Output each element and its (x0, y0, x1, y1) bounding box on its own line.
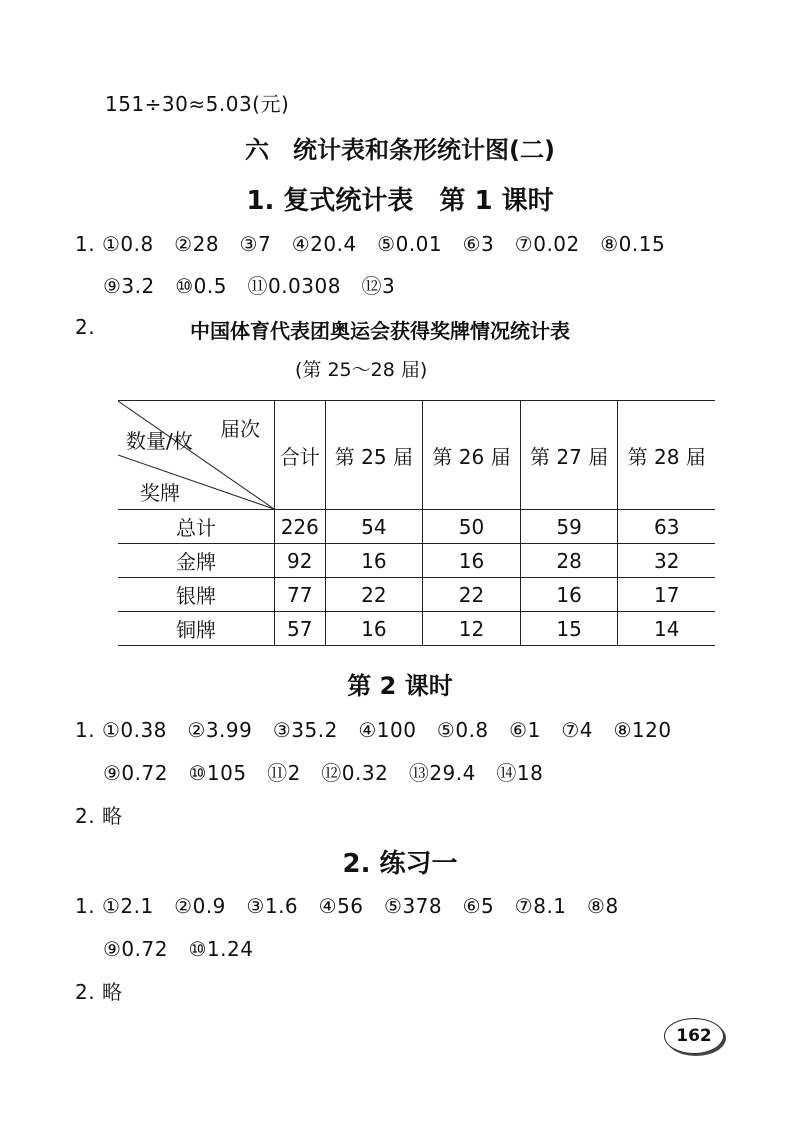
corner-label-quantity: 数量/枚 (126, 429, 193, 453)
table-cell: 15 (520, 612, 618, 646)
column-header: 第 27 届 (520, 401, 618, 510)
table-row (118, 510, 715, 544)
table-cell: 226 (275, 510, 326, 544)
section-2-title: 2. 练习一 (342, 849, 458, 879)
table-cell: 14 (618, 612, 715, 646)
table-cell: 28 (520, 544, 618, 578)
s2-q1-line2: ⑨0.72 ⑩1.24 (103, 937, 254, 961)
row-label: 银牌 (118, 578, 275, 612)
table-cell: 77 (275, 578, 326, 612)
row-label: 铜牌 (118, 612, 275, 646)
page-number: 162 (664, 1018, 724, 1054)
table-row (118, 578, 715, 612)
row-label: 金牌 (118, 544, 275, 578)
table-row (118, 544, 715, 578)
table-corner-cell (118, 401, 275, 510)
table-cell: 16 (325, 544, 423, 578)
table-header-row (118, 401, 715, 510)
table-cell: 16 (325, 612, 423, 646)
table-cell: 17 (618, 578, 715, 612)
table-cell: 59 (520, 510, 618, 544)
column-header: 第 28 届 (618, 401, 715, 510)
table-row (118, 612, 715, 646)
medal-statistics-table (118, 400, 715, 646)
table-cell: 16 (520, 578, 618, 612)
corner-label-medal: 奖牌 (140, 481, 180, 505)
table-cell: 16 (423, 544, 521, 578)
table-cell: 22 (325, 578, 423, 612)
table-title: 中国体育代表团奥运会获得奖牌情况统计表 (190, 319, 570, 343)
corner-label-edition: 届次 (220, 417, 260, 441)
row-label: 总计 (118, 510, 275, 544)
table-cell: 22 (423, 578, 521, 612)
table-cell: 54 (325, 510, 423, 544)
table-cell: 92 (275, 544, 326, 578)
l2-q1-line2: ⑨0.72 ⑩105 ⑪2 ⑫0.32 ⑬29.4 ⑭18 (103, 761, 544, 785)
table-subtitle: (第 25～28 届) (295, 359, 428, 381)
s1-q2-label: 2. (75, 315, 96, 339)
chapter-title: 六 统计表和条形统计图(二) (245, 136, 555, 164)
table-cell: 63 (618, 510, 715, 544)
table-cell: 50 (423, 510, 521, 544)
top-calculation-line: 151÷30≈5.03(元) (105, 92, 290, 116)
table-cell: 12 (423, 612, 521, 646)
l2-q2: 2. 略 (75, 804, 123, 828)
s1-q1-line1: 1. ①0.8 ②28 ③7 ④20.4 ⑤0.01 ⑥3 ⑦0.02 ⑧0.15 (75, 232, 666, 256)
l2-q1-line1: 1. ①0.38 ②3.99 ③35.2 ④100 ⑤0.8 ⑥1 ⑦4 ⑧120 (75, 718, 672, 742)
s1-q1-line2: ⑨3.2 ⑩0.5 ⑪0.0308 ⑫3 (103, 274, 396, 298)
column-header: 合计 (275, 401, 326, 510)
column-header: 第 26 届 (423, 401, 521, 510)
lesson-2-title: 第 2 课时 (347, 672, 453, 700)
s2-q1-line1: 1. ①2.1 ②0.9 ③1.6 ④56 ⑤378 ⑥5 ⑦8.1 ⑧8 (75, 894, 619, 918)
table-cell: 32 (618, 544, 715, 578)
s2-q2: 2. 略 (75, 980, 123, 1004)
column-header: 第 25 届 (325, 401, 423, 510)
section-1-title: 1. 复式统计表 第 1 课时 (246, 186, 554, 216)
table-cell: 57 (275, 612, 326, 646)
